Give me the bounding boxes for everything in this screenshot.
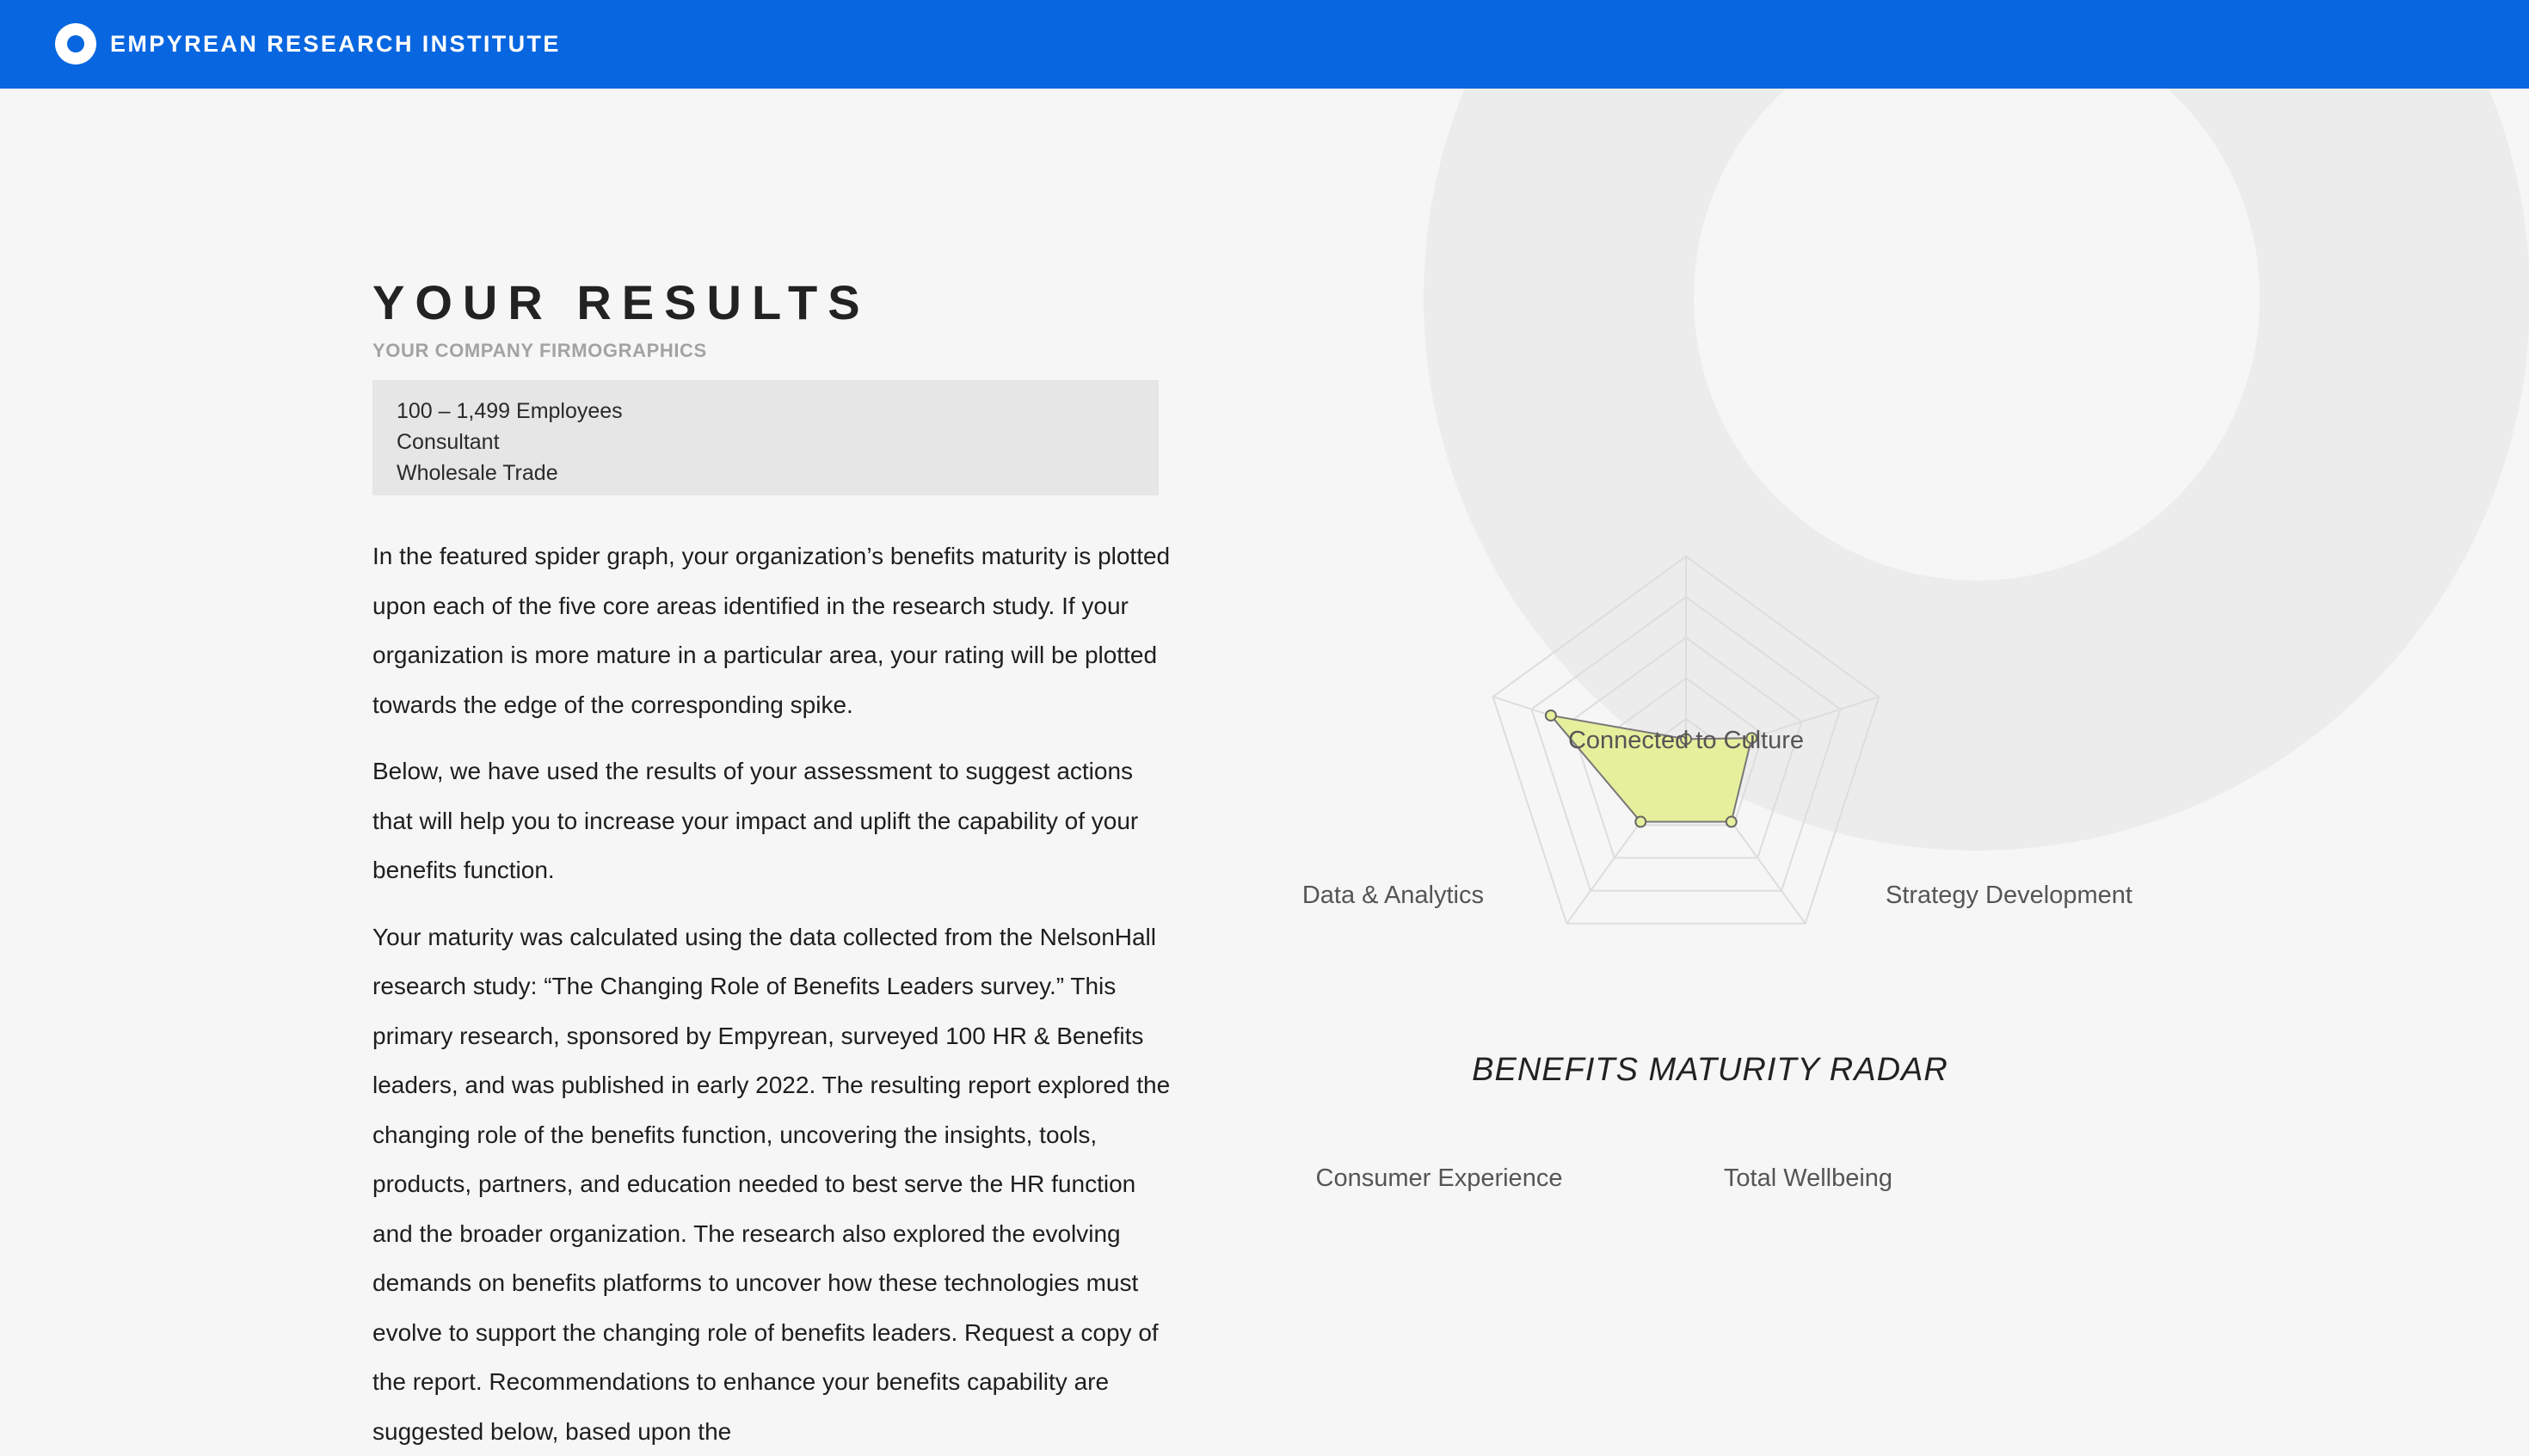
results-content bbox=[372, 275, 1172, 1456]
axis-label-strategy: Strategy Development bbox=[1886, 882, 2132, 909]
firmographics-heading: YOUR COMPANY FIRMOGRAPHICS bbox=[372, 339, 1172, 363]
axis-label-experience: Consumer Experience bbox=[1316, 1164, 1563, 1192]
axis-label-analytics: Data & Analytics bbox=[1302, 882, 1484, 909]
methodology-paragraph: Your maturity was calculated using the data collected from the NelsonHall research study: “The Changing Role of Benefits Leaders survey.” This primary research, sponsored by Empyrean, surveyed 100 HR & Benefits leaders, and was published in early 2022. The resulting report explored the changing role of the benefits function, uncovering the insights, tools, products, partners, and education needed to best serve the HR function and the broader organization. The research also explored the evolving demands on benefits platforms to uncover how these technologies must evolve to support the changing role of benefits leaders. Request a copy of the report. Recommendations to enhance your benefits capability are suggested below, based upon the bbox=[372, 912, 1172, 1456]
actions-paragraph: Below, we have used the results of your assessment to suggest actions that will help you to increase your impact and uplift the capability of your benefits function. bbox=[372, 746, 1172, 895]
firmographics-box bbox=[372, 380, 1159, 495]
firmographic-role: Consultant bbox=[397, 427, 1135, 458]
radar-title: BENEFITS MATURITY RADAR bbox=[1472, 1052, 1948, 1088]
radar-data-point bbox=[1635, 817, 1646, 827]
brand-name[interactable]: EMPYREAN RESEARCH INSTITUTE bbox=[110, 29, 561, 58]
benefits-maturity-radar bbox=[1273, 550, 2176, 1101]
top-nav-bar bbox=[0, 0, 2529, 89]
intro-paragraph: In the featured spider graph, your organization’s benefits maturity is plotted upon each of the five core areas identified in the research study. If your organization is more mature in a particular area, your rating will be plotted towards the edge of the corresponding spike. bbox=[372, 531, 1172, 729]
circle-logo-icon[interactable] bbox=[55, 23, 96, 65]
page-title: YOUR RESULTS bbox=[372, 275, 1172, 330]
axis-label-wellbeing: Total Wellbeing bbox=[1724, 1164, 1892, 1192]
firmographic-employees: 100 – 1,499 Employees bbox=[397, 396, 1135, 427]
firmographic-industry: Wholesale Trade bbox=[397, 458, 1135, 488]
radar-data-point bbox=[1726, 817, 1737, 827]
axis-label-culture: Connected to Culture bbox=[1568, 727, 1804, 754]
radar-data-point bbox=[1546, 710, 1556, 721]
